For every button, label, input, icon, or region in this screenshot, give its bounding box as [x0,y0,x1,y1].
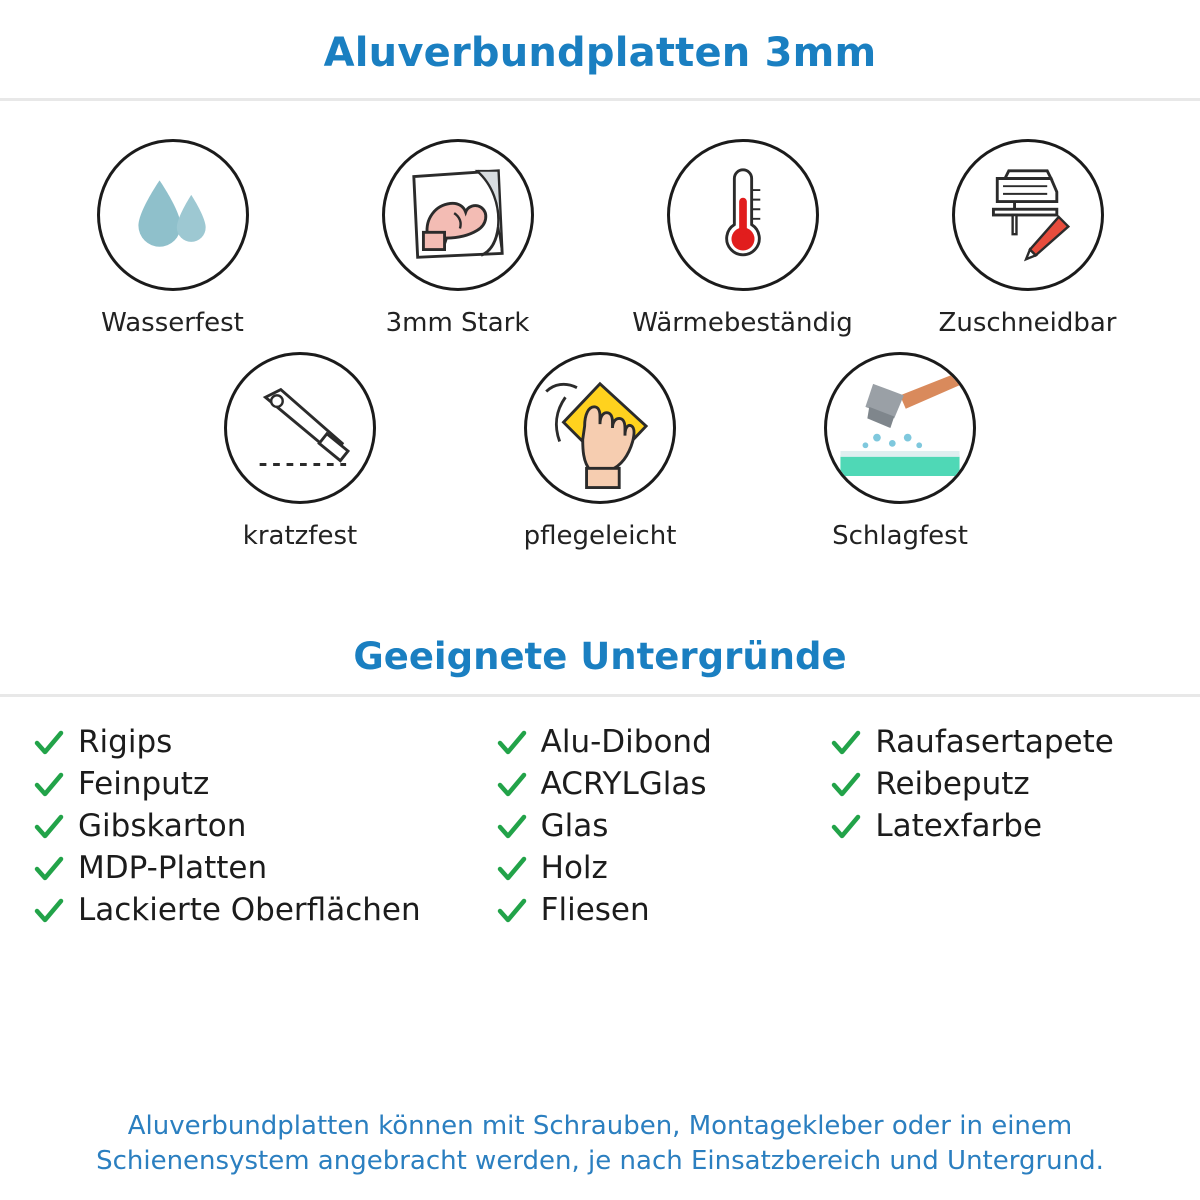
check-icon [34,854,64,884]
footer-note-line-1: Aluverbundplatten können mit Schrauben, Montagekleber oder in einem [127,1111,1073,1142]
hand-cloth-wipe-icon [527,355,673,501]
feature-schlagfest [750,352,1050,551]
feature-label: Wasserfest [101,308,244,338]
check-icon [34,728,64,758]
list-item-label: Fliesen [540,892,650,928]
list-item-label: Rigips [78,724,173,760]
saw-scratch-icon [227,355,373,501]
check-icon [497,896,527,926]
check-icon [497,854,527,884]
feature-label: pflegeleicht [523,521,677,551]
list-item [34,847,497,889]
feature-label: 3mm Stark [385,308,530,338]
list-item-label: Latexfarbe [875,808,1043,844]
feature-pflegeleicht [450,352,750,551]
list-item-label: Raufasertapete [875,724,1114,760]
feature-icon-circle [952,139,1104,291]
list-item [34,721,497,763]
check-icon [497,728,527,758]
list-item-label: Feinputz [78,766,210,802]
feature-icon-circle [667,139,819,291]
list-item [34,805,497,847]
feature-label: Schlagfest [832,521,968,551]
check-icon [34,812,64,842]
feature-icon-circle [824,352,976,504]
check-icon [34,770,64,800]
list-item-label: Alu-Dibond [540,724,712,760]
substrate-column-2 [497,721,832,931]
feature-kratzfest [150,352,450,551]
list-item-label: ACRYLGlas [540,766,707,802]
list-item [497,805,832,847]
list-item-label: Holz [540,850,608,886]
feature-wasserfest [30,139,315,338]
feature-row-2 [30,352,1170,551]
feature-icon-circle [97,139,249,291]
feature-icon-circle [382,139,534,291]
substrate-column-3 [831,721,1166,931]
suitable-substrates-list [0,697,1200,931]
footer-note-line-2: Schienensystem angebracht werden, je nach Einsatzbereich und Untergrund. [96,1145,1104,1176]
list-item-label: Glas [540,808,609,844]
feature-label: Wärmebeständig [632,308,853,338]
page-title: Aluverbundplatten 3mm [323,30,877,76]
list-item [497,721,832,763]
feature-row-1 [30,139,1170,338]
check-icon [497,770,527,800]
list-item [34,889,497,931]
thermometer-icon [670,142,816,288]
feature-waermebestaendig [600,139,885,338]
list-item-label: Gibskarton [78,808,247,844]
feature-grid [0,101,1200,551]
list-item [831,721,1166,763]
strong-arm-icon [385,142,531,288]
list-item [497,847,832,889]
list-item [497,889,832,931]
list-item [831,763,1166,805]
check-icon [831,728,861,758]
check-icon [831,770,861,800]
list-item-label: Reibeputz [875,766,1030,802]
feature-zuschneidbar [885,139,1170,338]
list-item [34,763,497,805]
list-item-label: MDP-Platten [78,850,268,886]
feature-icon-circle [224,352,376,504]
section-title-untergruende: Geeignete Untergründe [353,635,847,678]
check-icon [497,812,527,842]
feature-label: Zuschneidbar [938,308,1117,338]
jigsaw-cutter-icon [955,142,1101,288]
list-item [497,763,832,805]
feature-3mm-stark [315,139,600,338]
feature-icon-circle [524,352,676,504]
footer-note [0,1109,1200,1178]
check-icon [831,812,861,842]
feature-label: kratzfest [242,521,358,551]
hammer-impact-icon [827,355,973,501]
substrate-column-1 [34,721,497,931]
list-item-label: Lackierte Oberflächen [78,892,421,928]
list-item [831,805,1166,847]
check-icon [34,896,64,926]
water-drops-icon [100,142,246,288]
